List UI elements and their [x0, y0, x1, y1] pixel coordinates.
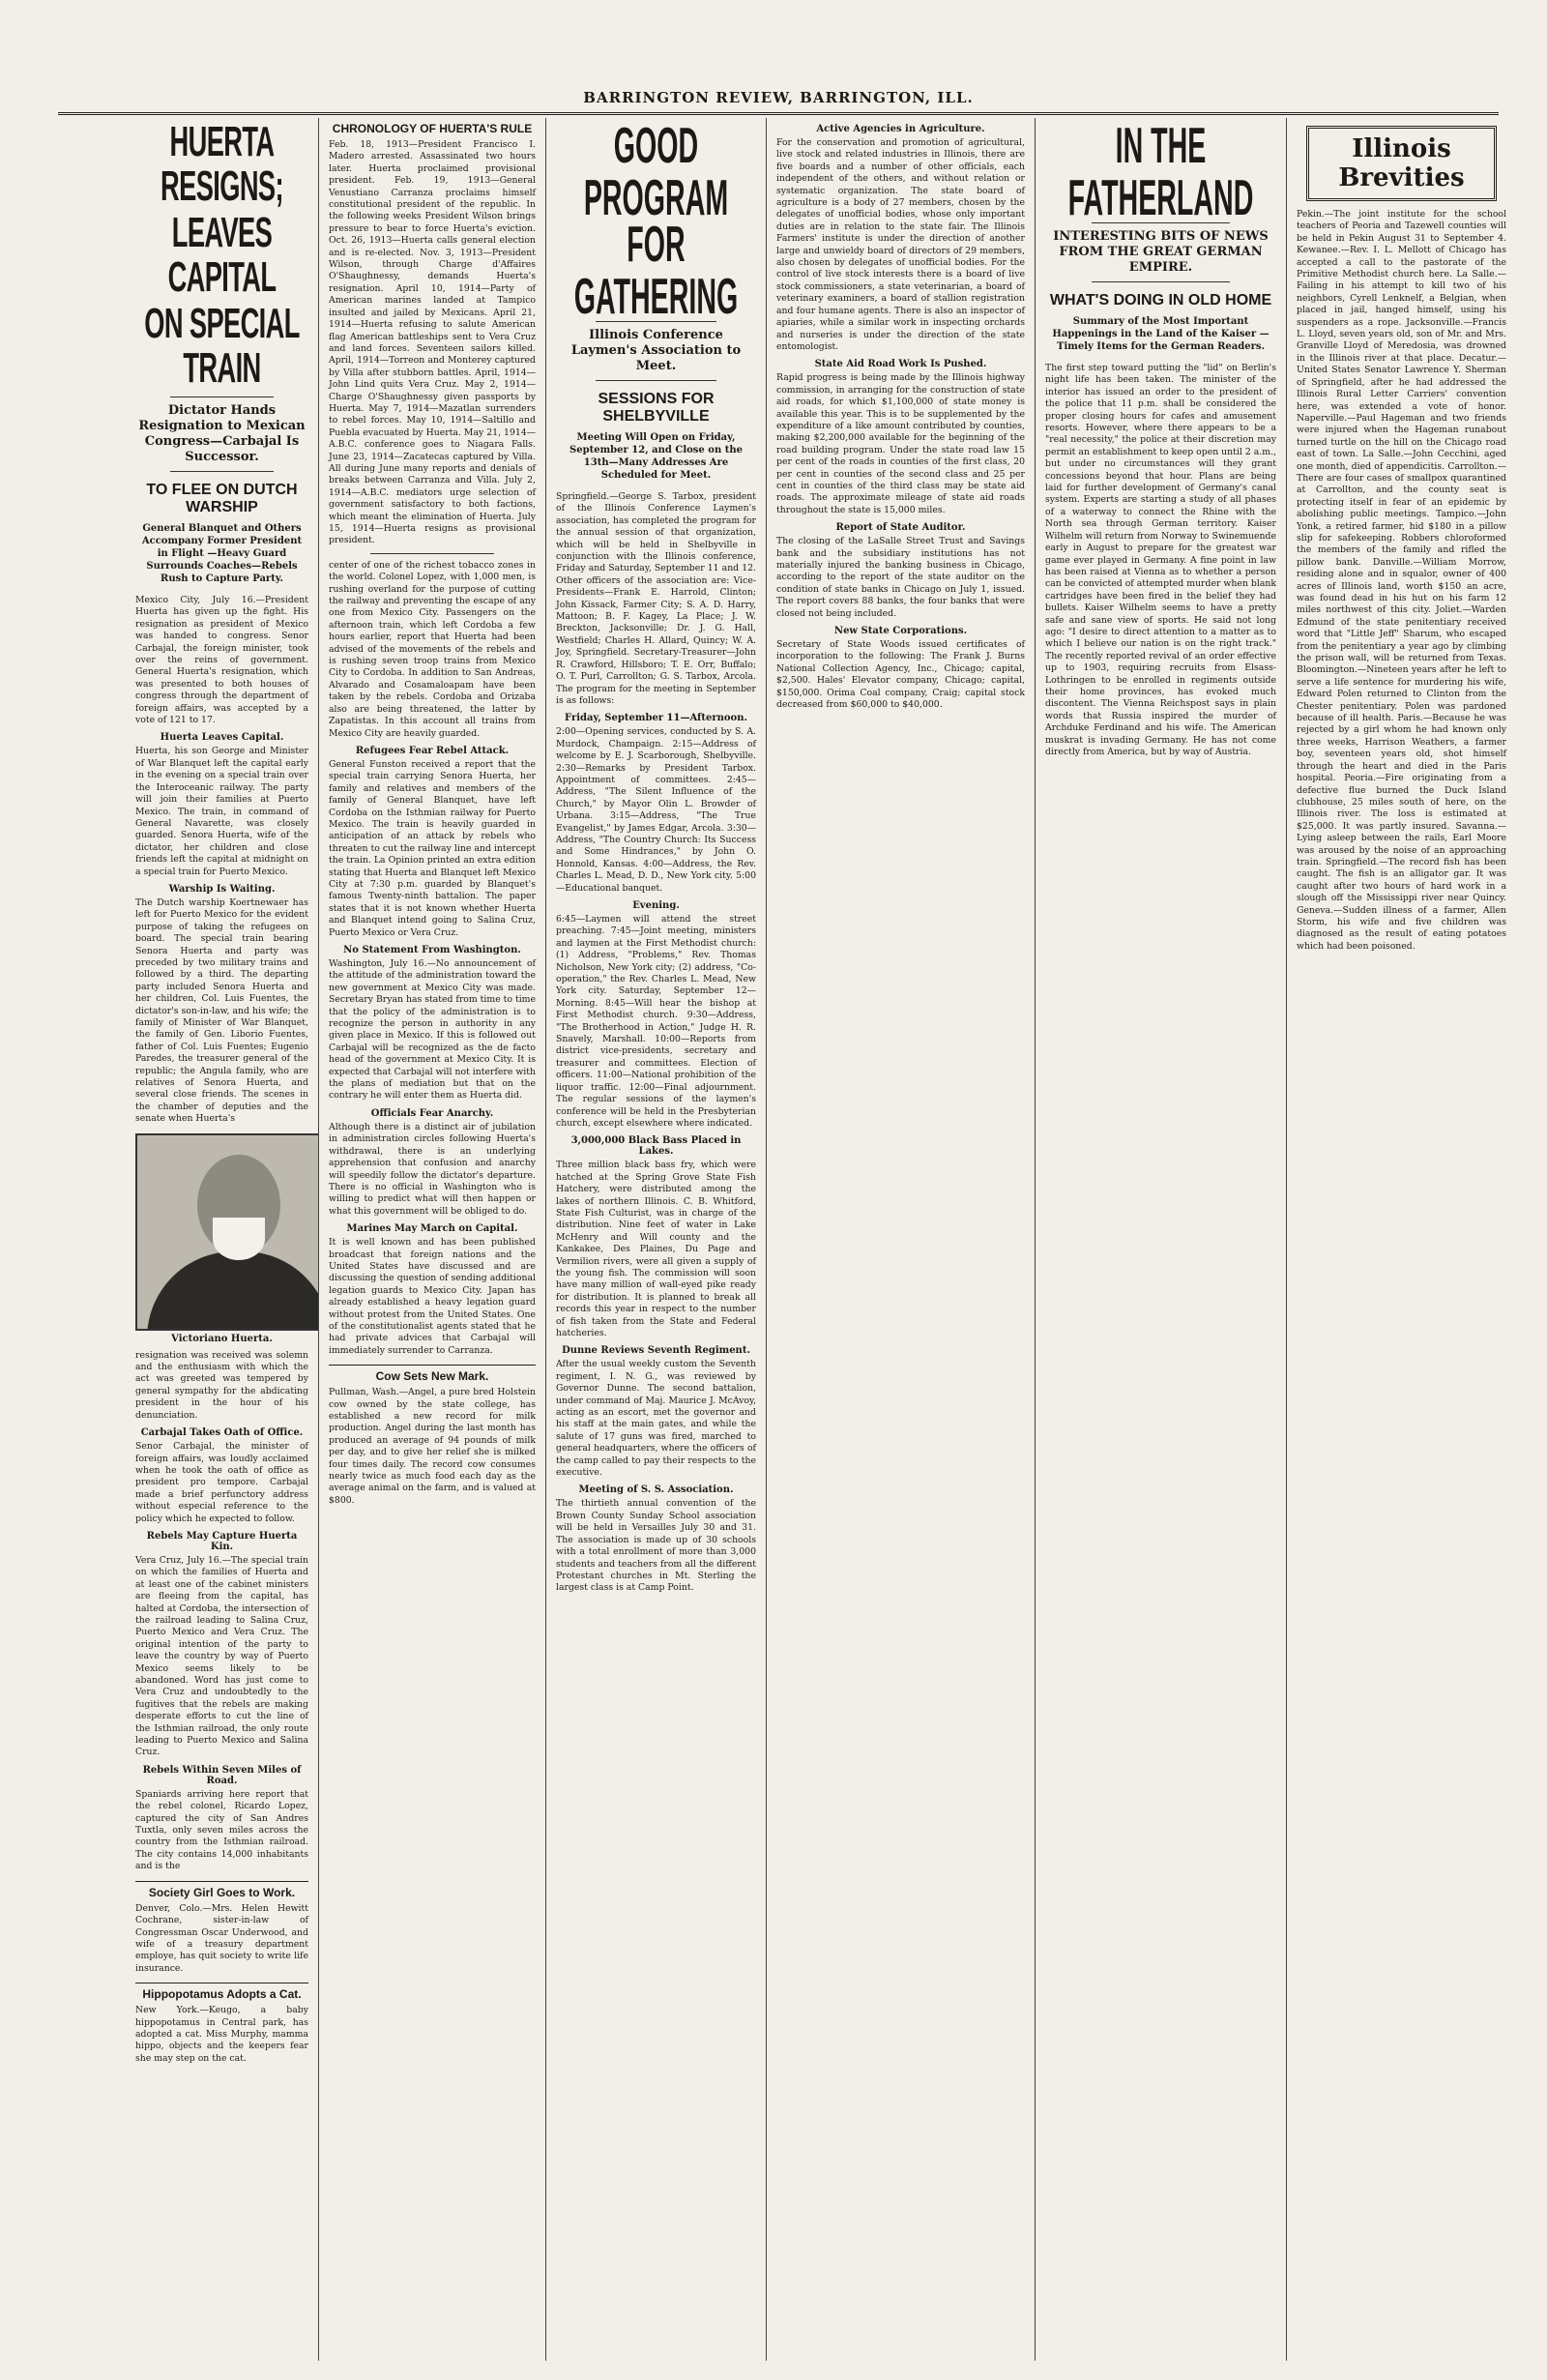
- column-fatherland: [1036, 118, 1287, 2361]
- brief-title: Cow Sets New Mark.: [329, 1365, 536, 1383]
- subhead: Carbajal Takes Oath of Office.: [140, 1427, 304, 1439]
- subhead: Huerta Leaves Capital.: [160, 732, 284, 744]
- divider: [596, 380, 715, 381]
- article-text: resignation was received was solemn and the enthusiasm with which the act was greeted was tempered by general sympathy for the abdicating president in the hour of his denunciation.: [135, 1349, 308, 1421]
- article-text: After the usual weekly custom the Seventh regiment, I. N. G., was reviewed by Governor Dunne. The second battalion, under command of Maj. Maurice J. McAvoy, acting as an escort, met the governor and his staff at the main gates, and while the salute of 17 guns was fired, marched to general headquarters, where the officers of the camp called to pay their respects to the executive.: [556, 1359, 756, 1479]
- subhead: No Statement From Washington.: [343, 945, 521, 955]
- column-brevities: [1287, 118, 1516, 2361]
- subhead: Dunne Reviews Seventh Regiment.: [562, 1345, 750, 1357]
- headline-huerta-2: LEAVES CAPITAL: [167, 209, 277, 301]
- column-huerta: [126, 118, 319, 2361]
- subhead: Rebels May Capture Huerta Kin.: [146, 1530, 298, 1552]
- subhead: Evening.: [632, 900, 680, 911]
- article-text: Although there is a distinct air of jubilation in administration circles following Huerta's withdrawal, there is an underlying apprehension that confusion and anarchy will speedily follow the dictator's departure. There is no official in Washington who is willing to predict what will then happen or what this government will be obliged to do.: [329, 1121, 536, 1217]
- article-text: General Funston received a report that the special train carrying Senora Huerta, her family and relatives and members of the family of General Blanquet, have left Cordoba on the Isthmian railway for Puerto Mexico. The train is heavily guarded in anticipation of an attack by rebels who threaten to cut the railway line and intercept the train. La Opinion printed an extra edition stating that Huerta and Blanquet left Mexico City at 7:30 p.m. guarded by Blanquet's famous Twenty-ninth battalion. The paper states that it is not known whether Huerta and Blanquet intend going to Salina Cruz, Puerto Mexico or Vera Cruz.: [329, 758, 536, 938]
- divider: [170, 471, 274, 472]
- article-text: center of one of the richest tobacco zones in the world. Colonel Lopez, with 1,000 men, is rushing overland for the purpose of cutting the railway and preventing the escape of any one from Mexico City. Passengers on the afternoon train, which left Cordoba a few hours earlier, report that Huerta had been advised of the movements of the rebels and is rushing seven troop trains from Mexico City to Cordoba. In addition to San Andreas, Alvarado and Cosamaloapam have been taken by the rebels. Cordoba and Orizaba also are being threatened, the latter by Zapatistas. In this account all trains from Mexico City are heavily guarded.: [329, 559, 536, 739]
- article-text: The thirtieth annual convention of the Brown County Sunday School association will be held in Versailles July 30 and 31. The association is made up of 30 schools with a total enrollment of more than 3,000 students and teachers from all the different Protestant churches in Mt. Sterling the largest class is at Camp Point.: [556, 1498, 756, 1594]
- subhead: Refugees Fear Rebel Attack.: [355, 745, 510, 756]
- brief-title: Hippopotamus Adopts a Cat.: [135, 1983, 308, 2001]
- article-text: 6:45—Laymen will attend the street preaching. 7:45—Joint meeting, ministers and laymen at the First Methodist church: (1) Address, "Problems," Rev. Thomas Nicholson, New York city; (2) address, "Co-operation," the Rev. Charles L. Mead, New York city. Saturday, September 12—Morning. 8:45—Will hear the bishop at First Methodist church. 9:30—Address, "The Brotherhood in Action," Judge H. R. Snavely, Marshall. 10:00—Reports from district vice-presidents, secretary and treasurer and committees. Election of officers. 11:00—National prohibition of the liquor traffic. 12:00—Final adjournment. The regular sessions of the laymen's conference will be held in the Presbyterian church, except elsewhere where indicated.: [556, 914, 756, 1129]
- article-text: Huerta, his son George and Minister of War Blanquet left the capital early in the evening on a special train over the Interoceanic railway. The party will join their families at Puerto Mexico. The train, in command of General Navarette, was closely guarded. Senora Huerta, wife of the dictator, her children and close friends left the capital at midnight on a special train for Puerto Mexico.: [135, 746, 308, 877]
- deck-program-3: Meeting Will Open on Friday, September 12, and Close on the 13th—Many Addresses Are Scheduled for Meet.: [569, 432, 743, 481]
- deck-fatherland-3: Summary of the Most Important Happenings in the Land of the Kaiser —Timely Items for the German Readers.: [1052, 316, 1270, 352]
- brief-text: Denver, Colo.—Mrs. Helen Hewitt Cochrane, sister-in-law of Congressman Oscar Underwood, and wife of a treasury department employe, has quit society to write life insurance.: [135, 1902, 308, 1974]
- subhead: Active Agencies in Agriculture.: [816, 124, 985, 134]
- divider: [1092, 281, 1230, 282]
- brevities-title-2: Brevities: [1338, 163, 1465, 192]
- masthead: BARRINGTON REVIEW, BARRINGTON, ILL.: [58, 89, 1499, 115]
- headline-huerta-3: ON SPECIAL TRAIN: [144, 300, 300, 392]
- headline-chronology: CHRONOLOGY OF HUERTA'S RULE: [332, 122, 533, 135]
- article-text: It is well known and has been published broadcast that foreign nations and the United States have discussed and are discussing the question of sending additional legation guards to Mexico City. Japan has already established a heavy legation guard without protest from the United States. One of the constitutionalist agents stated that he had private advices that Carbajal will immediately surrender to Carranza.: [329, 1237, 536, 1356]
- subhead: Meeting of S. S. Association.: [578, 1484, 734, 1496]
- deck-program-2: SESSIONS FOR SHELBYVILLE: [598, 391, 715, 425]
- article-text: Senor Carbajal, the minister of foreign affairs, was loudly acclaimed when he took the oath of office as president pro tempore. Carbajal made a brief perfunctory address without especial reference to the policy which he expected to follow.: [135, 1441, 308, 1524]
- brevities-title-box: [1306, 126, 1497, 201]
- deck-program-1: Illinois Conference Laymen's Association to Meet.: [570, 328, 742, 373]
- headline-huerta-1: HUERTA RESIGNS;: [161, 118, 283, 210]
- deck-huerta-2: TO FLEE ON DUTCH WARSHIP: [146, 482, 298, 515]
- subhead: State Aid Road Work Is Pushed.: [814, 359, 987, 370]
- brief-title: Society Girl Goes to Work.: [135, 1881, 308, 1899]
- article-text: Pekin.—The joint institute for the school teachers of Peoria and Tazewell counties will be held in Pekin August 31 to September 4. Kewanee.—Rev. I. L. Mellott of Chicago has accepted a call to the pastorate of the Primitive Methodist church here. La Salle.—Failing in his attempt to kill two of his neighbors, Cyrell Lenknelf, a Belgian, when placed in jail, hanged himself, using his suspenders as a rope. Jacksonville.—Francis L. Lloyd, seven years old, son of Mr. and Mrs. Granville Lloyd of Meredosia, was drowned in the Illinois river at that place. Decatur.—United States Senator Lawrence Y. Sherman of Springfield, after he had addressed the Illinois Rural Letter Carriers' convention here, was extended a vote of honor. Naperville.—Paul Hageman and two friends were injured when the Hageman runabout turned turtle on the hill on the Chicago road east of town. La Salle.—John Cecchini, aged one month, died of appendicitis. Carrollton.—There are four cases of smallpox quarantined at Carrollton, and the county seat is protecting itself in fear of an epidemic by abolishing public meetings. Tampico.—John Yonk, a retired farmer, hid $180 in a pillow slip for safekeeping. Robbers chloroformed the members of the family and rifled the pillow bank. Danville.—William Morrow, residing alone and in squalor, owner of 400 acres of Illinois land, worth $150 an acre, was found dead in his hut on his farm 12 miles northwest of this city. Joliet.—Warden Edmund of the state penitentiary received word that "Little Jeff" Sharum, who escaped from the penitentiary a year ago by climbing the prison wall, will be returned from Texas. Bloomington.—Nineteen years after he left to serve a life sentence for murdering his wife, Edward Polen returned to Clinton from the Chester penitentiary. Polen was pardoned because of ill health. Paris.—Because he was rejected by a girl whom he had known only three weeks, Harrison Weathers, a farmer boy, seventeen years old, shot himself through the heart and died in the Paris hospital. Peoria.—Fire originating from a defective flue burned the Duck Island clubhouse, 25 miles south of here, on the Illinois river. The loss is estimated at $25,000. It was partly insured. Savanna.—Lying asleep between the rails, Earl Moore was aroused by the noise of an approaching train. Springfield.—The record fish has been caught. The fish is an alligator gar. It was caught after two hours of hard work in a slough off the Mississippi river near Quincy. Geneva.—Sudden illness of a farmer, Allen Storm, his wife and five children was diagnosed as the result of eating potatoes which had been poisoned.: [1297, 209, 1506, 952]
- article-text: Springfield.—George S. Tarbox, president of the Illinois Conference Laymen's association, has completed the program for the annual session of that organization, which will be held in Shelbyville in conjunction with the Illinois conference, Friday and Saturday, September 11 and 12. Other officers of the association are: Vice-Presidents—Frank E. Harrold, Clinton; John Kissack, Farmer City; S. A. D. Harry, Mattoon; B. F. Kagey, La Place; J. W. Breckton, Jacksonville; Dr. J. G. Hall, Westfield; Charles H. Allard, Quincy; W. A. Joy, Springfield. Secretary-Treasurer—John R. Crawford, Hillsboro; T. E. Orr, Buffalo; O. T. Purl, Carrollton; G. S. Tarbox, Arcola. The program for the meeting in September is as follows:: [556, 491, 756, 706]
- column-chronology: [319, 118, 546, 2361]
- article-text: The closing of the LaSalle Street Trust and Savings bank and the subsidiary institutions has not materially injured the banking business in Chicago, according to the report of the state auditor on the condition of state banks in Chicago on July 1, issued. The report covers 88 banks, the four banks that were closed not being included.: [776, 536, 1025, 619]
- subhead: Officials Fear Anarchy.: [370, 1107, 494, 1119]
- subhead: New State Corporations.: [833, 626, 968, 637]
- article-text: The Dutch warship Koertnewaer has left for Puerto Mexico for the evident purpose of taking the refugees on board. The special train bearing Senora Huerta and party was preceded by two military trains and followed by a third. The departing party included Senora Huerta and her children, Col. Luis Fuentes, the dictator's son-in-law, and his wife; the family of Minister of War Blanquet, the family of Gen. Liborio Fuentes, father of Col. Luis Fuentes; Eugenio Paredes, the treasurer general of the republic; the Angula family, who are relatives of Senora Huerta, and several close friends. The scenes in the chamber of deputies and the senate when Huerta's: [135, 896, 308, 1125]
- article-text: 2:00—Opening services, conducted by S. A. Murdock, Champaign. 2:15—Address of welcome by E. J. Scarborough, Shelbyville. 2:30—Remarks by President Tarbox. Appointment of committees. 2:45—Address, "The Silent Influence of the Church," by Mayor Olin L. Browder of Urbana. 3:15—Address, "The True Evangelist," by James Edgar, Arcola. 3:30—Address, "The Country Church: Its Success and Some Hindrances," by John O. Honnold, Kansas. 4:00—Address, the Rev. Charles L. Mead, D. D., New York city. 5:00—Educational banquet.: [556, 726, 756, 894]
- article-text: Feb. 18, 1913—President Francisco I. Madero arrested. Assassinated two hours later. Huerta proclaimed provisional president. Feb. 19, 1913—General Venustiano Carranza proclaims himself constitutional president of the republic. In the following weeks President Wilson brings pressure to bear to force Huerta's eviction. Oct. 26, 1913—Huerta calls general election and is re-elected. Nov. 3, 1913—President Wilson, through Charge d'Affaires O'Shaughnessy, demands Huerta's resignation. April 10, 1914—Party of American marines landed at Tampico insulted and jailed by Mexicans. April 21, 1914—Huerta refusing to salute American flag American battleships sent to Vera Cruz and land forces. Seventeen sailors killed. April, 1914—Torreon and Monterey captured by Villa after stubborn battles. April, 1914—John Lind quits Vera Cruz. May 2, 1914—Charge O'Shaughnessy given passports by Huerta. May 7, 1914—Mazatlan surrenders to rebel forces. May 10, 1914—Saltillo and Puebla evacuated by Huerta. May 21, 1914—A.B.C. conference goes to Niagara Falls. June 23, 1914—Zacatecas captured by Villa. All during June many reports and denials of breaks between Carranza and Villa. July 2, 1914—A.B.C. mediators urge selection of government satisfactory to both factions, which meant the elimination of Huerta. July 15, 1914—Huerta resigns as provisional president.: [329, 139, 536, 546]
- column-program: [546, 118, 767, 2361]
- article-text: Washington, July 16.—No announcement of the attitude of the administration toward the new government at Mexico City was made. Secretary Bryan has stated from time to time that the policy of the administration is to recognize the person in authority in any given place in Mexico. If this is followed out Carbajal will be recognized as the de facto head of the government at Mexico City. It is expected that Carbajal will not interfere with the plans of mediation but that on the contrary he will enter them as Huerta did.: [329, 958, 536, 1102]
- article-text: Mexico City, July 16.—President Huerta has given up the fight. His resignation as president of Mexico was handed to congress. Senor Carbajal, the foreign minister, took over the reins of government. General Huerta's resignation, which was presented to both houses of congress through the department of foreign affairs, was accepted by a vote of 121 to 17.: [135, 595, 308, 726]
- headline-fatherland: IN THE FATHERLAND: [1067, 118, 1254, 226]
- deck-fatherland-1: INTERESTING BITS OF NEWS FROM THE GREAT GERMAN EMPIRE.: [1053, 229, 1269, 275]
- article-text: Three million black bass fry, which were hatched at the Spring Grove State Fish Hatchery, were distributed among the lakes of northern Illinois. C. B. Whitford, State Fish Culturist, was in charge of the distribution. Nine feet of water in Lake McHenry and Will county and the Kankakee, Des Plaines, Du Page and Vermilion rivers, were all given a supply of the young fish. The commission will soon have many million of wall-eyed pike ready for distribution. It is planned to break all records this year in respect to the number of fish taken from the State and Federal hatcheries.: [556, 1160, 756, 1338]
- huerta-portrait: [135, 1133, 319, 1331]
- subhead: Marines May March on Capital.: [346, 1223, 518, 1235]
- subhead: Report of State Auditor.: [835, 522, 966, 534]
- subhead: Warship Is Waiting.: [168, 883, 276, 895]
- article-text: Spaniards arriving here report that the rebel colonel, Ricardo Lopez, captured the city of San Andres Tuxtla, only seven miles across the country from the Isthmian railroad. The city contains 14,000 inhabitants and is the: [135, 1788, 308, 1872]
- brevities-title-1: Illinois: [1352, 134, 1451, 163]
- subhead: Rebels Within Seven Miles of Road.: [142, 1764, 302, 1786]
- subhead: 3,000,000 Black Bass Placed in Lakes.: [570, 1135, 742, 1158]
- subhead: Friday, September 11—Afternoon.: [565, 713, 747, 724]
- deck-fatherland-2: WHAT'S DOING IN OLD HOME: [1049, 292, 1272, 309]
- deck-huerta-3: General Blanquet and Others Accompany Former President in Flight —Heavy Guard Surrounds Coaches—Rebels Rush to Capture Party.: [141, 523, 303, 584]
- divider: [370, 553, 494, 554]
- article-text: Secretary of State Woods issued certificates of incorporation to the following: The Frank J. Burns National Collection Agency, Inc., Chicago; capital, $2,500. Hales' Elevator company, Chicago; capital, $150,000. Orima Coal company, Craig; capital stock decreased from $60,000 to $40,000.: [776, 639, 1025, 711]
- brief-text: New York.—Keugo, a baby hippopotamus in Central park, has adopted a cat. Miss Murphy, mamma hippo, objects and the keepers fear she may step on the cat.: [135, 2005, 308, 2064]
- article-text: The first step toward putting the "lid" on Berlin's night life has been taken. The minister of the interior has issued an order to the president of the police that 11 p.m. shall be considered the proper closing hours for cafes and amusement resorts. However, where there appears to be a "real necessity," the police at their discretion may permit an establishment to keep open until 2 a.m., but under no circumstances will they grant concessions beyond that hour. Plans are being laid for further development of Germany's canal system. Experts are starting a study of all phases of a waterway to connect the Rhine with the North sea through German territory. Kaiser Wilhelm will return from Norway to Swinemuende early in August to prepare for the greatest war game ever played in Germany. A fine point in law has been raised at Vienna as to whether a person can be convicted of attempted murder when blank cartridges have been fired in the belief they had bullets. Kaiser Wilhelm seems to have a pretty safe and sane view of sports. He said not long ago: "I desire to direct attention to a matter as to which I believe our nation is on the right track." The recently reported revival of an order effective up to 1903, requiring recruits from Elsass-Lothringen to be enrolled in regiments outside their home provinces, has evoked much discontent. The Vienna Reichspost says in plain words that Russia inspired the murder of Archduke Ferdinand and his wife. The American muskrat is invading Germany. He has not come directly from America, but by way of Austria.: [1045, 363, 1276, 757]
- portrait-caption: Victoriano Huerta.: [171, 1333, 273, 1344]
- article-text: Rapid progress is being made by the Illinois highway commission, in arranging for the construction of state aid roads, for which $1,100,000 of state money is available this year. This is to be supplemented by the expenditure of a like amount contributed by counties, making $2,200,000 available for the beginning of the road building program. Under the state road law 15 per cent of the roads in counties of the first class, 20 per cent in counties of the second class and 25 per cent in counties of the third class may be state aid roads. The approximate mileage of state aid roads throughout the state is 15,000 miles.: [776, 372, 1025, 515]
- headline-program-2: FOR GATHERING: [573, 217, 739, 325]
- headline-program-1: GOOD PROGRAM: [583, 118, 729, 226]
- deck-huerta-1: Dictator Hands Resignation to Mexican Congress—Carbajal Is Successor.: [138, 403, 306, 464]
- brief-text: Pullman, Wash.—Angel, a pure bred Holstein cow owned by the state college, has established a new record for milk production. Angel during the last month has produced an average of 94 pounds of milk per day, and to give her relief she is milked four times daily. The record cow consumes nearly twice as much food each day as the average animal on the farm, and is valued at $800.: [329, 1387, 536, 1506]
- article-text: Vera Cruz, July 16.—The special train on which the families of Huerta and at least one of the cabinet ministers are fleeing from the capital, has halted at Cordoba, the intersection of the railroad leading to Salina Cruz, Puerto Mexico and Vera Cruz. The original intention of the party to leave the country by way of Puerto Mexico seems likely to be abandoned. Word has just come to Vera Cruz and undoubtedly to the fugitives that the rebels are making desperate efforts to cut the line of the Isthmian railroad, the only route leading to Puerto Mexico and Salina Cruz.: [135, 1554, 308, 1758]
- article-text: For the conservation and promotion of agricultural, live stock and related industries in Illinois, there are five boards and a number of other officials, each independent of the others, and without relation or systematic organization. The state board of agriculture is a body of 27 members, chosen by the delegates of unofficial bodies, whose only important duties are in relation to the state fair. The Illinois Farmers' institute is under the direction of another large and unwieldy board of directors of 29 members, also chosen by delegates of unofficial bodies. For the control of live stock interests there is a board of live stock commissioners, a state veterinarian, a board of veterinary examiners, a board of stallion registration and four humane agents. There is also an inspector of apiaries, while a similar work in inspecting orchards and nurseries is under the direction of the state entomologist.: [776, 137, 1025, 352]
- column-agriculture: [767, 118, 1036, 2361]
